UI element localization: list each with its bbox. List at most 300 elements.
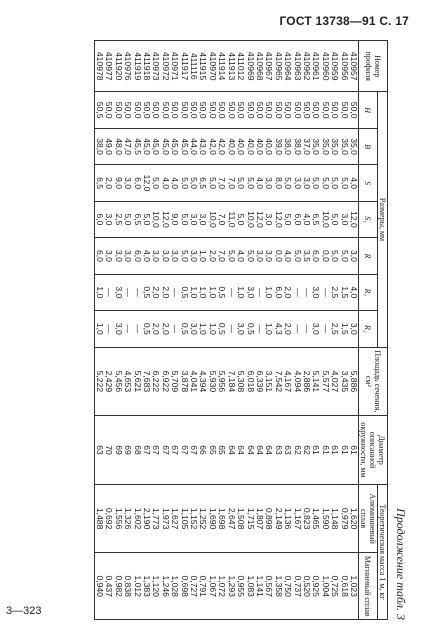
cell-magnesium-mass: 1,141	[255, 553, 264, 620]
cell-h: 50,0	[151, 92, 160, 128]
cell-aluminum-mass: 1,807	[255, 484, 264, 553]
cell-r2: 3,0	[236, 311, 245, 348]
cell-magnesium-mass: 0,925	[311, 553, 320, 620]
cell-area: 6,922	[160, 347, 169, 416]
col-b: B	[359, 128, 378, 164]
cell-magnesium-mass: 1,293	[226, 553, 235, 620]
cell-diameter: 67	[189, 416, 198, 485]
cell-r: 3,0	[264, 238, 273, 274]
cell-s: 3,0	[292, 165, 301, 201]
cell-area: 6,018	[245, 347, 254, 416]
cell-aluminum-mass: 2,149	[273, 484, 282, 553]
cell-b: 40,0	[264, 128, 273, 164]
cell-r1: —	[132, 274, 141, 310]
cell-r2: 1,0	[94, 311, 104, 348]
cell-diameter: 64	[245, 416, 254, 485]
cell-area: 3,878	[179, 347, 188, 416]
col-area: Площадь сечения, см²	[359, 347, 388, 416]
cell-magnesium-mass: 1,383	[142, 553, 151, 620]
cell-s: 5,0	[320, 165, 329, 201]
cell-b: 49,0	[104, 128, 113, 164]
cell-r: 6,0	[132, 238, 141, 274]
cell-magnesium-mass: 1,012	[132, 553, 141, 620]
table-row	[217, 41, 226, 620]
cell-area: 5,222	[94, 347, 104, 416]
col-s: S	[359, 165, 378, 201]
cell-profile-number: 410963	[292, 41, 301, 92]
cell-r2: —	[320, 311, 329, 348]
cell-area: 4,094	[292, 347, 301, 416]
cell-magnesium-mass: 1,358	[273, 553, 282, 620]
cell-r2: —	[170, 311, 179, 348]
cell-magnesium-mass: 0,955	[236, 553, 245, 620]
cell-r1: 2,0	[160, 274, 169, 310]
cell-h: 50,0	[236, 92, 245, 128]
cell-r1: 1,0	[94, 274, 104, 310]
cell-r2: 3,0	[311, 311, 320, 348]
cell-area: 5,456	[113, 347, 122, 416]
cell-r2: 2,5	[330, 311, 339, 348]
cell-profile-number: 410957	[349, 41, 359, 92]
cell-diameter: 65	[217, 416, 226, 485]
cell-s1: 5,0	[283, 201, 292, 237]
cell-magnesium-mass: 0,727	[189, 553, 198, 620]
cell-b: 45,0	[160, 128, 169, 164]
cell-h: 50,0	[330, 92, 339, 128]
table-row	[311, 41, 320, 620]
table-row	[236, 41, 245, 620]
table-row	[142, 41, 151, 620]
cell-b: 45,0	[179, 128, 188, 164]
cell-area: 5,956	[217, 347, 226, 416]
page-number: 3—323	[6, 605, 42, 617]
col-r2: R₂	[359, 311, 378, 348]
cell-s: 3,0	[264, 165, 273, 201]
cell-r: 3,0	[349, 238, 359, 274]
cell-diameter: 61	[339, 416, 348, 485]
cell-b: 35,0	[330, 128, 339, 164]
rotated-table-block	[28, 40, 408, 620]
cell-area: 3,435	[339, 347, 348, 416]
cell-r1: 1,0	[208, 274, 217, 310]
cell-area: 5,577	[320, 347, 329, 416]
col-mass-group: Теоретическая масса 1 м, кг	[378, 484, 388, 619]
cell-r: 5,0	[330, 238, 339, 274]
cell-r: 6,0	[311, 238, 320, 274]
cell-s1: 10,0	[245, 201, 254, 237]
cell-magnesium-mass: 1,072	[217, 553, 226, 620]
cell-magnesium-mass: 0,737	[292, 553, 301, 620]
cell-s1: 3,0	[264, 201, 273, 237]
cell-r1: 6,0	[273, 274, 282, 310]
cell-aluminum-mass: 0,979	[339, 484, 348, 553]
table-row	[349, 41, 359, 620]
cell-s1: 5,0	[330, 201, 339, 237]
cell-r2: 1,0	[208, 311, 217, 348]
cell-profile-number: 410964	[283, 41, 292, 92]
cell-r: 7,0	[217, 238, 226, 274]
cell-profile-number: 411913	[226, 41, 235, 92]
cell-r1: 2,5	[330, 274, 339, 310]
cell-magnesium-mass: 0,982	[113, 553, 122, 620]
table-row	[132, 41, 141, 620]
cell-area: 2,429	[104, 347, 113, 416]
cell-s: 5,0	[311, 165, 320, 201]
cell-s: 5,0	[330, 165, 339, 201]
cell-profile-number: 411012	[236, 41, 245, 92]
cell-magnesium-mass: 0,725	[330, 553, 339, 620]
cell-profile-number: 411914	[217, 41, 226, 92]
cell-b: 40,0	[236, 128, 245, 164]
cell-diameter: 64	[226, 416, 235, 485]
cell-r1: 3,0	[113, 274, 122, 310]
cell-h: 50,0	[339, 92, 348, 128]
table-row	[179, 41, 188, 620]
cell-profile-number: 410962	[302, 41, 311, 92]
cell-h: 50,0	[320, 92, 329, 128]
cell-magnesium-mass: 0,750	[283, 553, 292, 620]
table-row	[302, 41, 311, 620]
page-header: ГОСТ 13738—91 С. 17	[279, 14, 409, 28]
cell-s1: 11,0	[226, 201, 235, 237]
cell-magnesium-mass: 1,120	[151, 553, 160, 620]
cell-r2: 0,5	[142, 311, 151, 348]
cell-h: 50,0	[255, 92, 264, 128]
cell-aluminum-mass: 1,602	[132, 484, 141, 553]
cell-s1: 10,0	[208, 201, 217, 237]
cell-r2: —	[226, 311, 235, 348]
cell-r: 4,0	[142, 238, 151, 274]
cell-profile-number: 410970	[208, 41, 217, 92]
cell-aluminum-mass: 0,692	[104, 484, 113, 553]
cell-profile-number: 410967	[264, 41, 273, 92]
cell-r2: —	[123, 311, 132, 348]
cell-h: 50,5	[94, 92, 104, 128]
cell-r1: —	[170, 274, 179, 310]
cell-r: 3,0	[160, 238, 169, 274]
cell-b: 40,0	[245, 128, 254, 164]
cell-h: 50,0	[160, 92, 169, 128]
cell-area: 7,184	[226, 347, 235, 416]
cell-r2: —	[104, 311, 113, 348]
cell-s1: 7,0	[217, 201, 226, 237]
cell-s1: 6,0	[94, 201, 104, 237]
cell-b: 44,0	[189, 128, 198, 164]
cell-r: 3,5	[302, 238, 311, 274]
cell-r: 0,0	[320, 238, 329, 274]
cell-diameter: 63	[283, 416, 292, 485]
table-row	[283, 41, 292, 620]
cell-diameter: 64	[255, 416, 264, 485]
cell-s1: 10,0	[151, 201, 160, 237]
cell-r2: 3,0	[349, 311, 359, 348]
cell-aluminum-mass: 1,556	[113, 484, 122, 553]
cell-r: 5,0	[226, 238, 235, 274]
cell-s1: 5,0	[142, 201, 151, 237]
cell-b: 35,0	[339, 128, 348, 164]
cell-s: 9,0	[113, 165, 122, 201]
cell-b: 38,0	[283, 128, 292, 164]
cell-h: 50,0	[189, 92, 198, 128]
cell-b: 45,5	[132, 128, 141, 164]
cell-aluminum-mass: 1,715	[245, 484, 254, 553]
cell-r: 3,0	[151, 238, 160, 274]
cell-r1: —	[320, 274, 329, 310]
cell-profile-number: 411116	[189, 41, 198, 92]
table-row	[292, 41, 301, 620]
cell-r1: 2,0	[283, 274, 292, 310]
cell-r1: 3,0	[311, 274, 320, 310]
cell-aluminum-mass: 1,627	[170, 484, 179, 553]
cell-b: 45,0	[170, 128, 179, 164]
cell-diameter: 61	[311, 416, 320, 485]
cell-area: 6,222	[151, 347, 160, 416]
cell-r2: 1,0	[198, 311, 207, 348]
cell-profile-number: 410960	[320, 41, 329, 92]
cell-b: 38,0	[94, 128, 104, 164]
cell-aluminum-mass: 1,508	[236, 484, 245, 553]
cell-s: 6,5	[94, 165, 104, 201]
cell-s1: 3,0	[339, 201, 348, 237]
cell-s: 3,0	[123, 165, 132, 201]
cell-h: 50,0	[302, 92, 311, 128]
cell-aluminum-mass: 2,647	[226, 484, 235, 553]
cell-s1: 12,0	[255, 201, 264, 237]
cell-r1: 3,0	[245, 274, 254, 310]
cell-h: 50,0	[142, 92, 151, 128]
cell-s1: 3,0	[198, 201, 207, 237]
cell-s1: 2,5	[113, 201, 122, 237]
col-r1: R₁	[359, 274, 378, 310]
table-row	[104, 41, 113, 620]
cell-diameter: 64	[236, 416, 245, 485]
cell-aluminum-mass: 1,590	[320, 484, 329, 553]
cell-magnesium-mass: 0,698	[179, 553, 188, 620]
cell-area: 5,930	[208, 347, 217, 416]
cell-r2: —	[302, 311, 311, 348]
cell-s: 4,0	[160, 165, 169, 201]
cell-profile-number: 411918	[142, 41, 151, 92]
table-row	[189, 41, 198, 620]
cell-diameter: 61	[330, 416, 339, 485]
cell-r2: —	[255, 311, 264, 348]
cell-magnesium-mass: 1,004	[320, 553, 329, 620]
cell-r2: 3,0	[113, 311, 122, 348]
cell-magnesium-mass: 0,838	[123, 553, 132, 620]
cell-r2: —	[292, 311, 301, 348]
cell-magnesium-mass: 1,028	[170, 553, 179, 620]
table-row	[330, 41, 339, 620]
cell-r1: 1,5	[339, 274, 348, 310]
cell-s1: 12,0	[349, 201, 359, 237]
cell-diameter: 64	[264, 416, 273, 485]
cell-diameter: 68	[132, 416, 141, 485]
cell-h: 50,0	[113, 92, 122, 128]
cell-s: 5,0	[339, 165, 348, 201]
table-row	[160, 41, 169, 620]
cell-magnesium-mass: 0,567	[264, 553, 273, 620]
cell-b: 48,0	[113, 128, 122, 164]
cell-r2: 4,3	[273, 311, 282, 348]
cell-s: 6,5	[198, 165, 207, 201]
cell-h: 50,0	[311, 92, 320, 128]
cell-s: 5,0	[245, 165, 254, 201]
cell-s1: 3,0	[189, 201, 198, 237]
cell-r1: —	[226, 274, 235, 310]
cell-r1: —	[104, 274, 113, 310]
cell-r1: —	[255, 274, 264, 310]
cell-s1: 6,5	[311, 201, 320, 237]
table-row	[208, 41, 217, 620]
cell-magnesium-mass: 1,246	[160, 553, 169, 620]
table-row	[170, 41, 179, 620]
cell-s1: 3,0	[104, 201, 113, 237]
cell-area: 5,621	[132, 347, 141, 416]
cell-s: 6,0	[132, 165, 141, 201]
cell-s1: 4,0	[302, 201, 311, 237]
cell-r1: 1,0	[236, 274, 245, 310]
cell-diameter: 65	[208, 416, 217, 485]
cell-profile-number: 410977	[104, 41, 113, 92]
cell-b: 42,0	[208, 128, 217, 164]
table-row	[339, 41, 348, 620]
cell-r2: 1,0	[264, 311, 273, 348]
cell-magnesium-mass: 1,023	[349, 553, 359, 620]
cell-area: 4,167	[283, 347, 292, 416]
cell-profile-number: 410973	[151, 41, 160, 92]
cell-r1: 2,0	[151, 274, 160, 310]
cell-diameter: 67	[160, 416, 169, 485]
cell-b: 38,0	[292, 128, 301, 164]
cell-r2: 0,5	[179, 311, 188, 348]
cell-b: 39,0	[273, 128, 282, 164]
cell-h: 50,0	[208, 92, 217, 128]
cell-diameter: 61	[320, 416, 329, 485]
col-sizes-group: Размеры, мм	[378, 92, 388, 347]
cell-r: 3,0	[113, 238, 122, 274]
cell-r2: —	[132, 311, 141, 348]
cell-aluminum-mass: 0,898	[264, 484, 273, 553]
cell-r1: 0,5	[179, 274, 188, 310]
table-continuation-label: Продолжение табл. 3	[394, 508, 408, 620]
cell-profile-number: 411919	[132, 41, 141, 92]
cell-b: 37,0	[302, 128, 311, 164]
cell-area: 4,653	[123, 347, 132, 416]
col-magnesium: Магниевый сплав	[359, 553, 378, 620]
cell-s1: 5,0	[236, 201, 245, 237]
cell-r1: 0,5	[217, 274, 226, 310]
cell-s: 5,0	[179, 165, 188, 201]
cell-aluminum-mass: 1,773	[151, 484, 160, 553]
cell-s1: 9,0	[170, 201, 179, 237]
cell-profile-number: 410956	[339, 41, 348, 92]
col-s1: S₁	[359, 201, 378, 237]
cell-aluminum-mass: 0,823	[302, 484, 311, 553]
cell-aluminum-mass: 1,326	[123, 484, 132, 553]
cell-r: 3,0	[189, 238, 198, 274]
cell-r1: —	[292, 274, 301, 310]
cell-diameter: 61	[349, 416, 359, 485]
cell-h: 50,0	[104, 92, 113, 128]
cell-profile-number: 410972	[160, 41, 169, 92]
cell-profile-number: 410961	[311, 41, 320, 92]
cell-diameter: 69	[113, 416, 122, 485]
cell-r: 1,0	[198, 238, 207, 274]
cell-s: 7,0	[226, 165, 235, 201]
cell-profile-number: 411915	[198, 41, 207, 92]
cell-area: 2,886	[302, 347, 311, 416]
cell-profile-number: 410978	[94, 41, 104, 92]
cell-r2: 1,5	[339, 311, 348, 348]
cell-diameter: 67	[179, 416, 188, 485]
profiles-table	[94, 40, 388, 620]
cell-diameter: 66	[198, 416, 207, 485]
cell-aluminum-mass: 1,973	[160, 484, 169, 553]
cell-diameter: 62	[292, 416, 301, 485]
cell-s1: 5,0	[179, 201, 188, 237]
cell-r: 6,0	[94, 238, 104, 274]
cell-s1: 6,0	[292, 201, 301, 237]
cell-diameter: 67	[142, 416, 151, 485]
cell-s: 2,0	[104, 165, 113, 201]
cell-area: 4,394	[198, 347, 207, 416]
cell-s: 4,0	[170, 165, 179, 201]
cell-s: 4,0	[255, 165, 264, 201]
cell-r2: 2,0	[283, 311, 292, 348]
col-r: R	[359, 238, 378, 274]
cell-r: 5,0	[292, 238, 301, 274]
cell-h: 50,0	[179, 92, 188, 128]
cell-aluminum-mass: 2,190	[142, 484, 151, 553]
cell-h: 50,0	[292, 92, 301, 128]
cell-r1: 1,0	[189, 274, 198, 310]
cell-diameter: 67	[170, 416, 179, 485]
cell-aluminum-mass: 1,488	[94, 484, 104, 553]
cell-diameter: 69	[123, 416, 132, 485]
cell-b: 40,0	[255, 128, 264, 164]
cell-h: 50,0	[349, 92, 359, 128]
cell-r2: 3,0	[189, 311, 198, 348]
cell-magnesium-mass: 1,083	[245, 553, 254, 620]
cell-b: 40,0	[226, 128, 235, 164]
cell-r2: 0,5	[245, 311, 254, 348]
cell-area: 7,542	[273, 347, 282, 416]
cell-aluminum-mass: 1,167	[292, 484, 301, 553]
cell-area: 5,709	[170, 347, 179, 416]
cell-profile-number: 410959	[330, 41, 339, 92]
cell-b: 45,0	[142, 128, 151, 164]
cell-profile-number: 411917	[179, 41, 188, 92]
cell-magnesium-mass: 0,618	[339, 553, 348, 620]
col-diameter: Диаметр описанной окружности, мм	[359, 416, 388, 485]
cell-b: 43,0	[198, 128, 207, 164]
cell-h: 50,0	[226, 92, 235, 128]
col-h: H	[359, 92, 378, 128]
cell-area: 4,041	[189, 347, 198, 416]
cell-s1: 10,0	[320, 201, 329, 237]
cell-r1: —	[302, 274, 311, 310]
cell-r: 0,0	[273, 238, 282, 274]
col-number: Номер профиля	[359, 41, 388, 92]
cell-magnesium-mass: 0,791	[198, 553, 207, 620]
cell-h: 50,0	[273, 92, 282, 128]
cell-area: 4,027	[330, 347, 339, 416]
table-row	[94, 41, 104, 620]
cell-r: 3,0	[255, 238, 264, 274]
cell-h: 50,0	[123, 92, 132, 128]
cell-s: 5,0	[208, 165, 217, 201]
cell-r2: 2,0	[160, 311, 169, 348]
